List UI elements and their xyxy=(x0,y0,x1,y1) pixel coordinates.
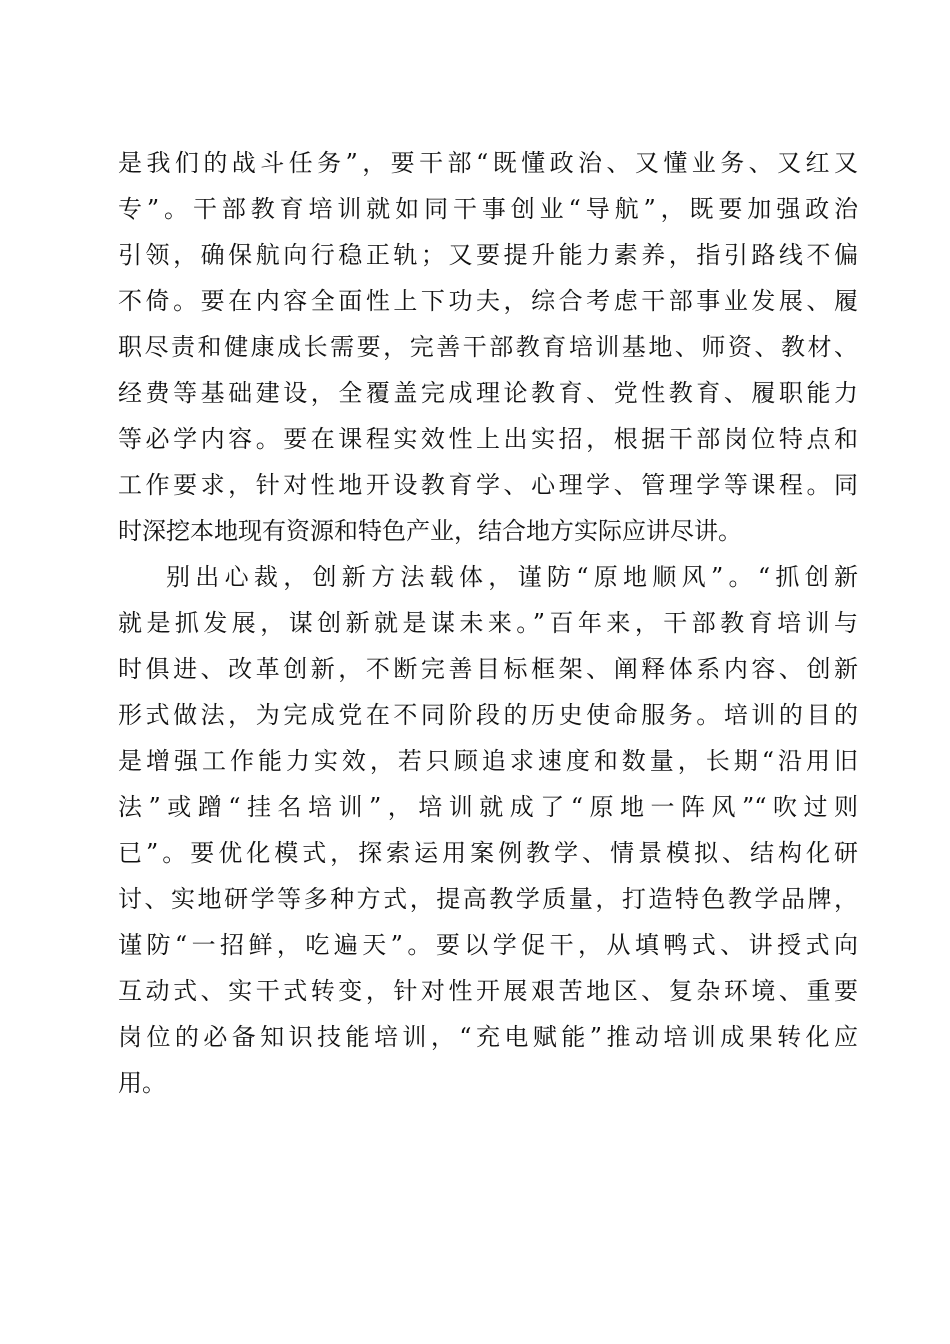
paragraph-line: 不倚。要在内容全面性上下功夫，综合考虑干部事业发展、履 xyxy=(118,287,858,315)
paragraph-line: 等必学内容。要在课程实效性上出实招，根据干部岗位特点和 xyxy=(118,425,858,453)
paragraph-line: 时俱进、改革创新，不断完善目标框架、阐释体系内容、创新 xyxy=(118,655,858,683)
body-text xyxy=(118,140,858,1106)
paragraph-1 xyxy=(118,140,858,554)
paragraph-line: 别出心裁，创新方法载体，谨防“原地顺风”。“抓创新 xyxy=(166,563,858,591)
paragraph-2 xyxy=(118,554,858,1106)
paragraph-line: 法”或蹭“挂名培训”，培训就成了“原地一阵风”“吹过则 xyxy=(118,793,858,821)
paragraph-line: 谨防“一招鲜，吃遍天”。要以学促干，从填鸭式、讲授式向 xyxy=(118,931,858,959)
paragraph-line: 就是抓发展，谋创新就是谋未来。”百年来，干部教育培训与 xyxy=(118,609,858,637)
paragraph-line: 引领，确保航向行稳正轨；又要提升能力素养，指引路线不偏 xyxy=(118,241,858,269)
paragraph-line: 互动式、实干式转变，针对性开展艰苦地区、复杂环境、重要 xyxy=(118,977,858,1005)
paragraph-line: 岗位的必备知识技能培训，“充电赋能”推动培训成果转化应 xyxy=(118,1023,858,1051)
paragraph-line: 工作要求，针对性地开设教育学、心理学、管理学等课程。同 xyxy=(118,471,858,499)
paragraph-line: 用。 xyxy=(118,1069,166,1097)
paragraph-line: 经费等基础建设，全覆盖完成理论教育、党性教育、履职能力 xyxy=(118,379,858,407)
paragraph-line: 讨、实地研学等多种方式，提高教学质量，打造特色教学品牌， xyxy=(118,885,858,913)
paragraph-line: 是我们的战斗任务”，要干部“既懂政治、又懂业务、又红又 xyxy=(118,149,858,177)
paragraph-line: 形式做法，为完成党在不同阶段的历史使命服务。培训的目的 xyxy=(118,701,858,729)
paragraph-line: 职尽责和健康成长需要，完善干部教育培训基地、师资、教材、 xyxy=(118,333,858,361)
paragraph-line: 时深挖本地现有资源和特色产业，结合地方实际应讲尽讲。 xyxy=(118,517,742,545)
paragraph-line: 专”。干部教育培训就如同干事创业“导航”，既要加强政治 xyxy=(118,195,858,223)
paragraph-line: 已”。要优化模式，探索运用案例教学、情景模拟、结构化研 xyxy=(118,839,858,867)
paragraph-line: 是增强工作能力实效，若只顾追求速度和数量，长期“沿用旧 xyxy=(118,747,858,775)
